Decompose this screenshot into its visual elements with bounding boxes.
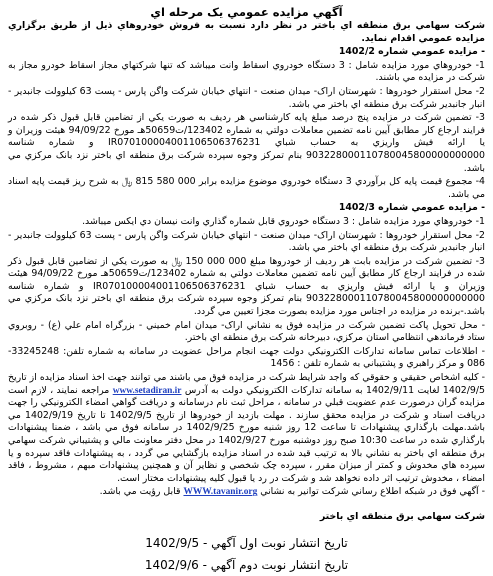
tavanir-text-a: - آگهي فوق در شبکه اطلاع رساني شرکت توانير به نشاني xyxy=(260,486,485,498)
auction1-header: - مزايده عمومي شماره 1402/2 xyxy=(338,46,485,58)
auction1-item4: 4- مجموع قيمت پايه کل برآوردي 3 دستگاه خودروي موضوع مزايده برابر 000 580 815 ﷼ به شرح ريز قيمت پايه اسناد مي باشد. xyxy=(8,176,486,200)
company-footer: شرکت سهامي برق منطقه اي باختر xyxy=(319,510,485,522)
participation-terms xyxy=(8,372,485,485)
tavanir-text-b: قابل رؤيت مي باشد. xyxy=(99,486,181,498)
auction2-header: - مزايده عمومي شماره 1402/3 xyxy=(338,202,485,214)
terms-text-b: مراجعه نمايند ، لازم است مزايده گران درصورت عدم عضويت قبلي در سامانه ، مراحل ثبت نام درسامانه و دريافت گواهي امضاء الکترونيکي را جهت دريافت اسناد و شرکت در مزايده محقق سازند . مهلت بازديد از خودروها از تاريخ 1402/9/5 تا تاريخ 1402/9/19 مي باشد.مهلت بارگذاري پيشنهادات تا ساعت 12 روز شنبه مورخ 1402/9/25 در سامانه فوق مي باشد ، ضمنا پيشنهادات بارگذاري شده در ساعت 10:30 صبح روز دوشنبه مورخ 1402/9/27 در محل دفتر معاونت مالي و پشتيباني شرکت سهامي برق منطقه اي باختر به نشاني بالا به ترتيب قيد شده در اسناد مزايده بازگشايي مي گردد ، به پيشنهادات فاقد سپرده و يا سپرده هاي مخدوش و کمتر از ميزان مقرر ، سپرده چک شخصي و نظاير آن و همچنين پيشنهادات مبهم ، مشروط ، فاقد امضاء ، مخدوش ترتيب اثر داده نخواهد شد و شرکت در رد يا قبول کليه پيشنهادات مختار است. xyxy=(8,384,486,484)
publish-dates xyxy=(0,532,493,576)
auction1-item1: 1- خودروهاي مورد مزايده شامل : 3 دستگاه خودروي اسقاط وانت ميباشد که تنها شرکتهاي مجاز اسقاط خودرو مجاز به شرکت در مزايده مي باشند. xyxy=(8,59,485,84)
auction2-item3: 3- تضمين شرکت در مزايده بابت هر رديف از خودروها مبلغ 000 000 150 ﷼ به صورت يکي از تضامين قابل قبول ذکر شده در فرايند ارجاع کار مطابق آيين نامه تضمين معاملات دولتي به شماره 123402/ت50659هـ مورخ 94/09/22 هيئت وزيران و يا ارائه فيش واريزي به حساب شباي IR070100004001106506376231 و شماره شناسه 903228000110780045800000000000 بنام تمرکز وجوه سپرده شرکت برق منطقه اي باختر نزد بانک مرکزي مي باشد.-برنده در مزايده در اجناس مورد مزايده بصورت مجزا تعيين مي گردد. xyxy=(8,255,485,318)
delivery-location: - محل تحويل پاکت تضمين شرکت در مزايده فوق به نشاني اراک- ميدان امام خميني - بزرگراه امام علي (ع) - روبروي ستاد فرماندهي انتظامي استان مرکزي، دبيرخانه شرکت برق منطقه اي باختر. xyxy=(8,319,485,344)
auction1-item2: 2- محل استقرار خودروها : شهرستان اراک- ميدان صنعت - انتهاي خيابان شرکت واگن پارس - پست 63 کيلوولت جانبدير - انبار جانبدير شرکت برق منطقه اي باختر مي باشد. xyxy=(8,85,485,110)
contact-info: - اطلاعات تماس سامانه تدارکات الکترونيکي دولت جهت انجام مراحل عضويت در سامانه به شماره تلفن: 33245248-086 و مرکز راهبري و پشتيباني به شماره تلفن : 1456 xyxy=(8,345,485,370)
terms-text-a: - کليه اشخاص حقيقي و حقوقي که واجد شرايط شرکت در مزايده فوق مي باشند مي توانند جهت اخذ اسناد مزايده از تاريخ 1402/9/5 لغايت 1402/9/11 به سامانه تدارکات الکترونيکي دولت به آدرس xyxy=(8,372,485,396)
auction1-item3: 3- تضمين شرکت در مزايده پنج درصد مبلغ پايه کارشناسي هر رديف به صورت يکي از تضامين قابل قبول ذکر شده در فرايند ارجاع کار مطابق آيين نامه تضمين معاملات دولتي به شماره 123402/ت50659هـ مورخ 94/09/22 هيئت وزيران و يا ارائه فيش واريزي به حساب شباي IR070100004001106506376231 و شماره شناسه 903228000110780045800000000000 بنام تمرکز وجوه سپرده شرکت برق منطقه اي باختر نزد بانک مرکزي مي باشد. xyxy=(8,112,485,174)
tavanir-link[interactable]: WWW.tavanir.org xyxy=(183,487,258,498)
setadiran-link[interactable]: www.setadiran.ir xyxy=(112,385,182,396)
auction2-item2: 2- محل استقرار خودروها : شهرستان اراک- ميدان صنعت - انتهاي خيابان شرکت واگن پارس - پست 63 کيلوولت جانبدير - انبار جانبدير شرکت برق منطقه اي باختر مي باشد. xyxy=(8,229,485,254)
first-publish-date: تاريخ انتشار نوبت اول آگهي - 1402/9/5 xyxy=(145,536,348,550)
second-publish-date: تاريخ انتشار نوبت دوم آگهي - 1402/9/6 xyxy=(144,558,349,572)
tavanir-notice xyxy=(8,486,485,499)
auction2-item1: 1- خودروهاي مورد مزايده شامل : 3 دستگاه خودروي قابل شماره گذاري وانت نيسان دي ايکس ميباشد. xyxy=(82,215,485,227)
notice-intro: شرکت سهامي برق منطقه اي باختر در نظر دارد نسبت به فروش خودروهاي ذيل از طريق برگزاري مزايده عمومي اقدام نمايد. xyxy=(8,20,485,44)
notice-title: آگهي مزايده عمومي يک مرحله اي xyxy=(150,5,343,19)
